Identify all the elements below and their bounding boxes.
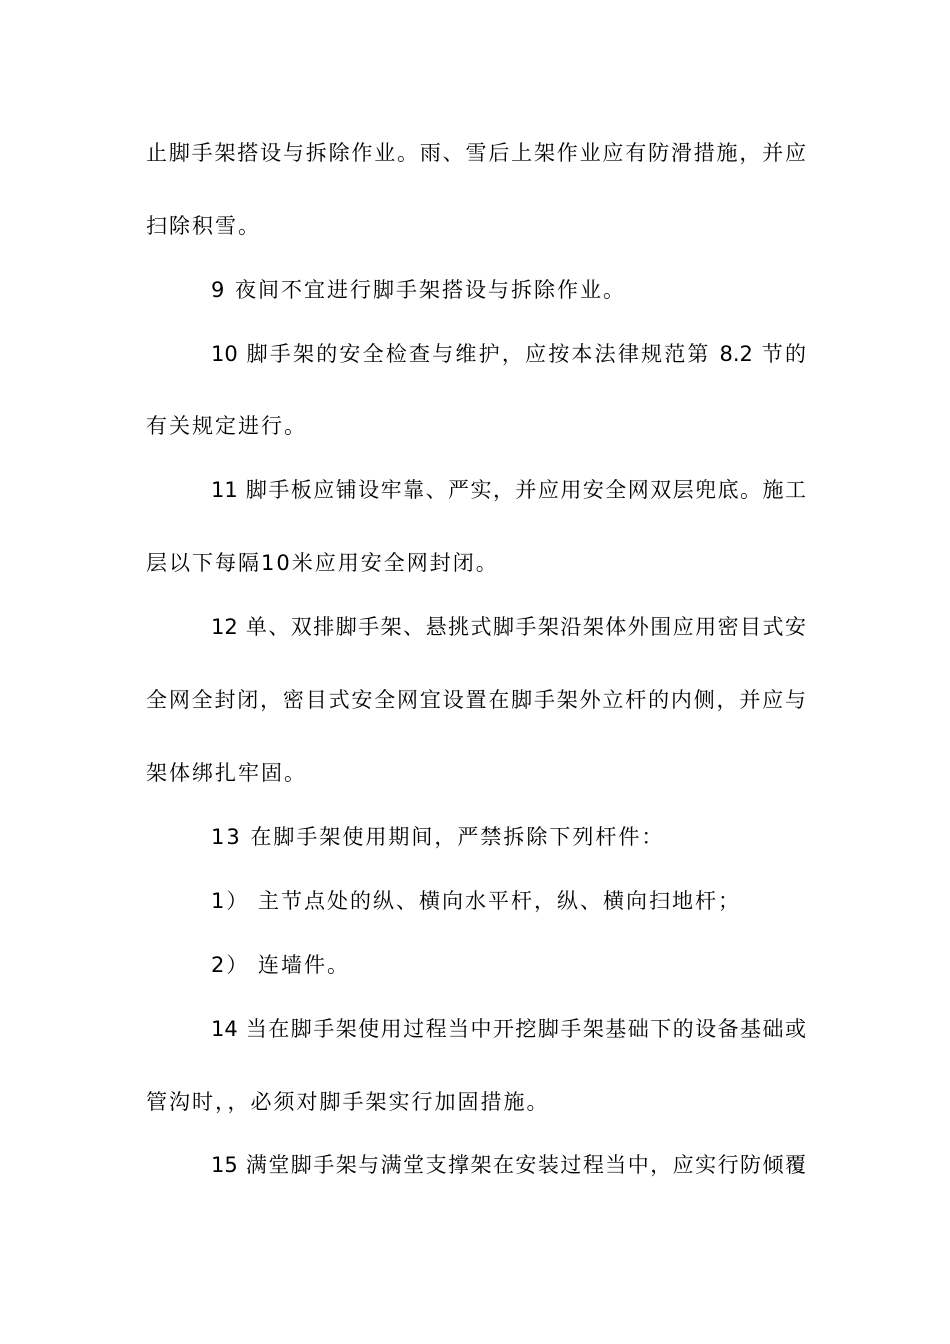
text-line: 9 夜间不宜进行脚手架搭设与拆除作业。 <box>211 278 627 302</box>
text-line: 架体绑扎牢固。 <box>146 761 307 785</box>
text-line: 管沟时，，必须对脚手架实行加固措施。 <box>146 1090 550 1114</box>
text-line: 14 当在脚手架使用过程当中开挖脚手架基础下的设备基础或 <box>211 1017 806 1041</box>
text-line: 扫除积雪。 <box>146 214 261 238</box>
text-line: 1） 主节点处的纵、横向水平杆，纵、横向扫地杆； <box>211 889 742 913</box>
text-line: 10 脚手架的安全检查与维护，应按本法律规范第 8.2 节的 <box>211 342 806 366</box>
text-line: 止脚手架搭设与拆除作业。雨、雪后上架作业应有防滑措施，并应 <box>146 141 806 165</box>
text-line: 12 单、双排脚手架、悬挑式脚手架沿架体外围应用密目式安 <box>211 615 806 639</box>
text-line: 全网全封闭，密目式安全网宜设置在脚手架外立杆的内侧，并应与 <box>146 688 806 712</box>
text-line: 2） 连墙件。 <box>211 953 351 977</box>
text-line: 13 在脚手架使用期间，严禁拆除下列杆件： <box>211 825 665 849</box>
text-line: 11 脚手板应铺设牢靠、严实，并应用安全网双层兜底。施工 <box>211 478 806 502</box>
text-line: 有关规定进行。 <box>146 414 307 438</box>
text-line: 层以下每隔10米应用安全网封闭。 <box>146 551 499 575</box>
text-line: 15 满堂脚手架与满堂支撑架在安装过程当中，应实行防倾覆 <box>211 1153 806 1177</box>
